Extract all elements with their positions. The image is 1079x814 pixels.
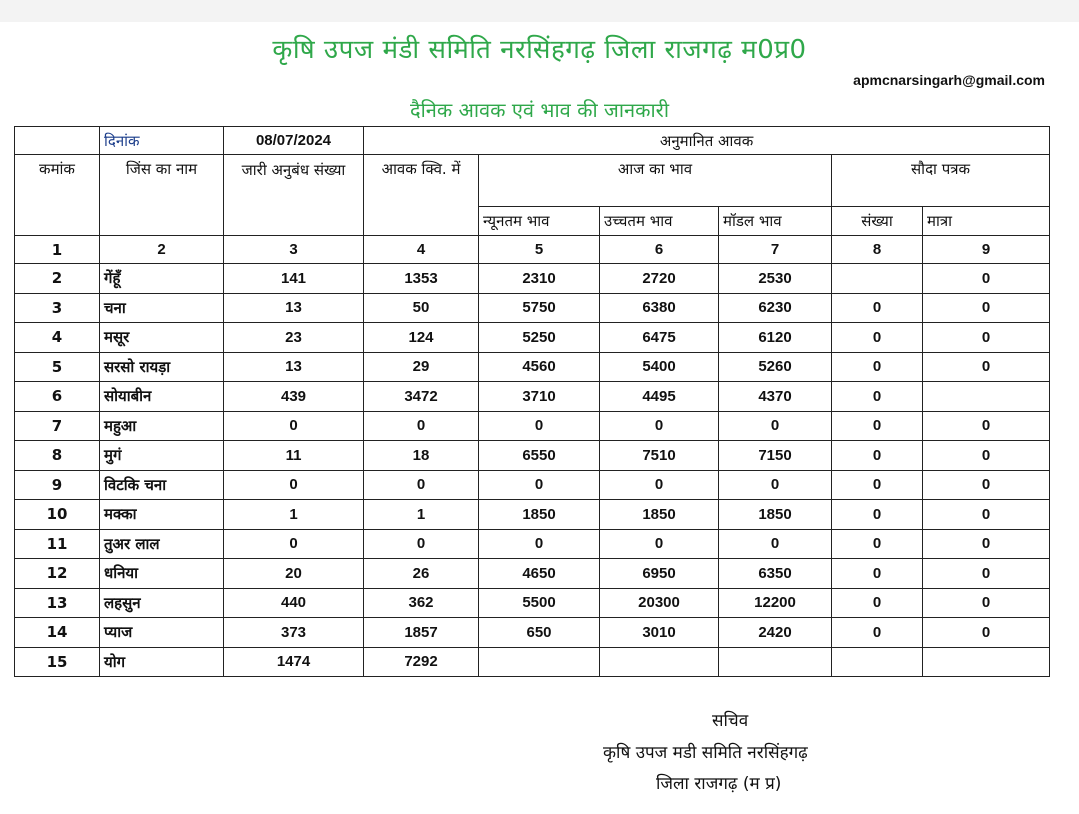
deal-count: 0 [832, 323, 923, 353]
arrival-qty: 26 [364, 559, 479, 589]
col-number: 9 [923, 236, 1050, 264]
commodity-name: धनिया [100, 559, 224, 589]
count-header: संख्या [832, 207, 923, 236]
arrival-qty: 124 [364, 323, 479, 353]
deal-quantity: 0 [923, 352, 1050, 382]
serial-cell: 10 [15, 500, 100, 530]
serial-cell: 14 [15, 618, 100, 648]
col-number: 7 [719, 236, 832, 264]
serial-header: कमांक [15, 155, 100, 236]
deal-quantity [923, 382, 1050, 412]
commodity-header: जिंस का नाम [100, 155, 224, 236]
min-price: 2310 [479, 264, 600, 294]
empty-cell [600, 647, 719, 677]
min-price: 5750 [479, 293, 600, 323]
max-price: 7510 [600, 441, 719, 471]
quantity-header: मात्रा [923, 207, 1050, 236]
col-number: 6 [600, 236, 719, 264]
col-number: 1 [15, 236, 100, 264]
max-price: 6380 [600, 293, 719, 323]
permit-count: 13 [224, 293, 364, 323]
deal-quantity: 0 [923, 588, 1050, 618]
permit-count: 0 [224, 411, 364, 441]
arrival-qty: 1353 [364, 264, 479, 294]
permit-count: 11 [224, 441, 364, 471]
estimated-arrival-header: अनुमानित आवक [364, 127, 1050, 155]
min-price: 6550 [479, 441, 600, 471]
top-bar [0, 0, 1079, 22]
column-number-row [15, 236, 1050, 264]
commodity-name: प्याज [100, 618, 224, 648]
model-price: 2420 [719, 618, 832, 648]
min-price: 0 [479, 470, 600, 500]
table-row [15, 618, 1050, 648]
commodity-name: तुअर लाल [100, 529, 224, 559]
min-price-header: न्यूनतम भाव [479, 207, 600, 236]
max-price: 0 [600, 411, 719, 441]
page-subtitle: दैनिक आवक एवं भाव की जानकारी [409, 98, 670, 122]
deal-header: सौदा पत्रक [832, 155, 1050, 207]
min-price: 0 [479, 411, 600, 441]
deal-count: 0 [832, 382, 923, 412]
deal-quantity: 0 [923, 500, 1050, 530]
model-price: 5260 [719, 352, 832, 382]
table-row [15, 411, 1050, 441]
permit-count: 0 [224, 470, 364, 500]
model-price-header: मॉडल भाव [719, 207, 832, 236]
min-price: 650 [479, 618, 600, 648]
arrival-qty: 0 [364, 411, 479, 441]
signature-district: जिला राजगढ़ (म प्र) [656, 774, 782, 794]
deal-count: 0 [832, 588, 923, 618]
commodity-name: मक्का [100, 500, 224, 530]
table-row [15, 441, 1050, 471]
deal-count: 0 [832, 618, 923, 648]
empty-cell [832, 647, 923, 677]
serial-cell: 15 [15, 647, 100, 677]
permit-count: 1 [224, 500, 364, 530]
min-price: 4650 [479, 559, 600, 589]
arrival-qty: 0 [364, 529, 479, 559]
col-number: 4 [364, 236, 479, 264]
table-row [15, 559, 1050, 589]
permit-count: 23 [224, 323, 364, 353]
arrival-qty: 50 [364, 293, 479, 323]
model-price: 0 [719, 470, 832, 500]
max-price: 6475 [600, 323, 719, 353]
commodity-name: महुआ [100, 411, 224, 441]
deal-count: 0 [832, 470, 923, 500]
arrival-header: आवक क्वि. में [364, 155, 479, 236]
price-table [14, 126, 1050, 677]
serial-cell: 5 [15, 352, 100, 382]
model-price: 6120 [719, 323, 832, 353]
arrival-qty: 1 [364, 500, 479, 530]
permit-count: 373 [224, 618, 364, 648]
signature-office: कृषि उपज मडी समिति नरसिंहगढ़ [603, 743, 808, 763]
max-price: 20300 [600, 588, 719, 618]
min-price: 0 [479, 529, 600, 559]
deal-quantity: 0 [923, 559, 1050, 589]
arrival-qty: 0 [364, 470, 479, 500]
deal-quantity: 0 [923, 411, 1050, 441]
max-price: 4495 [600, 382, 719, 412]
serial-cell: 3 [15, 293, 100, 323]
min-price: 4560 [479, 352, 600, 382]
min-price: 5500 [479, 588, 600, 618]
max-price: 1850 [600, 500, 719, 530]
permit-count: 439 [224, 382, 364, 412]
model-price: 2530 [719, 264, 832, 294]
commodity-name: गेंहूँ [100, 264, 224, 294]
permit-count: 440 [224, 588, 364, 618]
today-price-header: आज का भाव [479, 155, 832, 207]
serial-cell: 7 [15, 411, 100, 441]
permit-count: 13 [224, 352, 364, 382]
commodity-name: चना [100, 293, 224, 323]
deal-count: 0 [832, 293, 923, 323]
empty-cell [923, 647, 1050, 677]
commodity-name: विटकि चना [100, 470, 224, 500]
model-price: 0 [719, 529, 832, 559]
permit-count: 20 [224, 559, 364, 589]
deal-count: 0 [832, 500, 923, 530]
serial-cell: 9 [15, 470, 100, 500]
deal-quantity: 0 [923, 264, 1050, 294]
total-permits: 1474 [224, 647, 364, 677]
table-row [15, 470, 1050, 500]
col-number: 5 [479, 236, 600, 264]
deal-count: 0 [832, 411, 923, 441]
total-label: योग [100, 647, 224, 677]
table-row [15, 382, 1050, 412]
table-row [15, 323, 1050, 353]
max-price: 3010 [600, 618, 719, 648]
deal-quantity: 0 [923, 529, 1050, 559]
table-row [15, 293, 1050, 323]
min-price: 5250 [479, 323, 600, 353]
date-value: 08/07/2024 [224, 127, 364, 155]
col-number: 8 [832, 236, 923, 264]
deal-quantity: 0 [923, 293, 1050, 323]
signature-title: सचिव [712, 711, 749, 731]
commodity-name: मुगं [100, 441, 224, 471]
empty-cell [719, 647, 832, 677]
model-price: 12200 [719, 588, 832, 618]
arrival-qty: 29 [364, 352, 479, 382]
table-row [15, 529, 1050, 559]
deal-count: 0 [832, 559, 923, 589]
model-price: 6230 [719, 293, 832, 323]
blank-cell [15, 127, 100, 155]
page-title: कृषि उपज मंडी समिति नरसिंहगढ़ जिला राजगढ़ म0प्र0 [272, 35, 807, 65]
max-price: 6950 [600, 559, 719, 589]
serial-cell: 13 [15, 588, 100, 618]
empty-cell [479, 647, 600, 677]
arrival-qty: 18 [364, 441, 479, 471]
permit-count: 0 [224, 529, 364, 559]
max-price: 5400 [600, 352, 719, 382]
arrival-qty: 362 [364, 588, 479, 618]
commodity-name: मसूर [100, 323, 224, 353]
permit-header: जारी अनुबंध संख्या [224, 155, 364, 236]
model-price: 7150 [719, 441, 832, 471]
model-price: 4370 [719, 382, 832, 412]
serial-cell: 6 [15, 382, 100, 412]
serial-cell: 4 [15, 323, 100, 353]
arrival-qty: 1857 [364, 618, 479, 648]
total-arrival: 7292 [364, 647, 479, 677]
permit-count: 141 [224, 264, 364, 294]
table-row [15, 500, 1050, 530]
deal-count [832, 264, 923, 294]
deal-quantity: 0 [923, 323, 1050, 353]
total-row [15, 647, 1050, 677]
table-row [15, 264, 1050, 294]
serial-cell: 2 [15, 264, 100, 294]
max-price: 0 [600, 470, 719, 500]
date-label: दिनांक [100, 127, 224, 155]
max-price: 2720 [600, 264, 719, 294]
model-price: 0 [719, 411, 832, 441]
serial-cell: 8 [15, 441, 100, 471]
commodity-name: लहसुन [100, 588, 224, 618]
max-price-header: उच्चतम भाव [600, 207, 719, 236]
deal-quantity: 0 [923, 441, 1050, 471]
col-number: 3 [224, 236, 364, 264]
contact-email: apmcnarsingarh@gmail.com [853, 72, 1045, 88]
serial-cell: 11 [15, 529, 100, 559]
min-price: 3710 [479, 382, 600, 412]
model-price: 6350 [719, 559, 832, 589]
commodity-name: सोयाबीन [100, 382, 224, 412]
deal-count: 0 [832, 441, 923, 471]
max-price: 0 [600, 529, 719, 559]
deal-quantity: 0 [923, 470, 1050, 500]
col-number: 2 [100, 236, 224, 264]
deal-count: 0 [832, 529, 923, 559]
table-row [15, 588, 1050, 618]
model-price: 1850 [719, 500, 832, 530]
min-price: 1850 [479, 500, 600, 530]
serial-cell: 12 [15, 559, 100, 589]
deal-count: 0 [832, 352, 923, 382]
deal-quantity: 0 [923, 618, 1050, 648]
commodity-name: सरसो रायड़ा [100, 352, 224, 382]
arrival-qty: 3472 [364, 382, 479, 412]
table-row [15, 352, 1050, 382]
